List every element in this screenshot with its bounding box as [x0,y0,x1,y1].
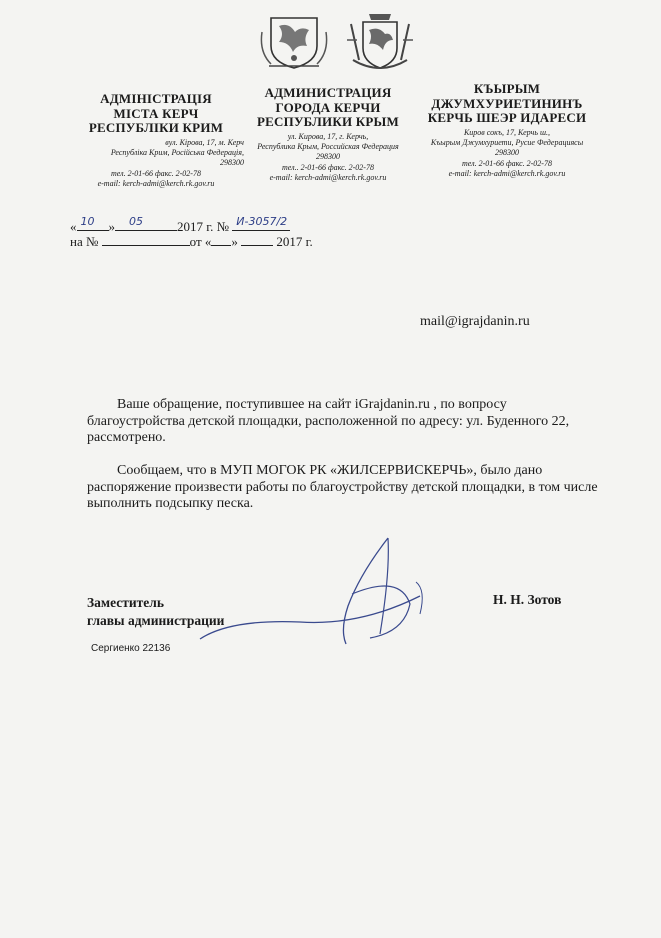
coat-of-arms-kerch-icon [345,10,415,74]
signer-name: Н. Н. Зотов [493,592,562,607]
ref-month: 05 [129,215,143,228]
body-paragraph-1: Ваше обращение, поступившее на сайт iGrajdanin.ru , по вопросу благоустройства детской площадки, расположенной по адресу: ул. Буденного 22, рассмотрено. [87,397,570,445]
header-left-address: вул. Кірова, 17, м. Керч Республіка Крим, Російська Федерація, 298300 тел. 2-01-66 факс. 2-02-78 e-mail: kerch-admi@kerch.rk.gov.ru [97,137,244,189]
recipient-email: mail@igrajdanin.ru [420,314,530,329]
handwritten-signature-icon [190,534,450,654]
header-center-address: ул. Кирова, 17, г. Керчь, Республика Крым, Российская Федерация 298300 тел.. 2-01-66 факс. 2-02-78 e-mail: kerch-admi@kerch.rk.gov.ru [257,131,399,183]
header-right-title: КЪЫРЫМ ДЖУМХУРИЕТИНИНЪ КЕРЧЬ ШЕЭР ИДАРЕСИ [427,81,587,125]
coat-of-arms-crimea-icon [259,12,329,70]
body-paragraph-2: Сообщаем, что в МУП МОГОК РК «ЖИЛСЕРВИСКЕРЧЬ», было дано распоряжение произвести работы по благоустройству детской площадки, в том числе выполнить подсыпку песка. [87,463,598,511]
ref-number: И-3057/2 [236,215,288,228]
header-left-title: АДМІНІСТРАЦІЯ МІСТА КЕРЧ РЕСПУБЛІКИ КРИМ [88,91,224,135]
header-center-title: АДМИНИСТРАЦИЯ ГОРОДА КЕРЧИ РЕСПУБЛИКИ КРЫМ [257,85,399,129]
outgoing-reference: « 10 » 05 2017 г. № И-3057/2 [70,218,290,234]
header-center-block [240,86,416,184]
signer-position: Заместитель главы администрации [87,595,225,628]
header-right-address: Киров сокъ, 17, Керчь ш., Къырым Джумхуриети, Русие Федерациясы 298300 тел. 2-01-66 факс. 2-02-78 e-mail: kerch-admi@kerch.rk.gov.ru [430,127,584,179]
header-left-block [68,92,244,190]
header-right-block [418,82,596,180]
executor-note: Сергиенко 22136 [91,643,171,654]
ref-day: 10 [80,215,95,228]
incoming-reference: на № от « » 2017 г. [70,234,313,249]
